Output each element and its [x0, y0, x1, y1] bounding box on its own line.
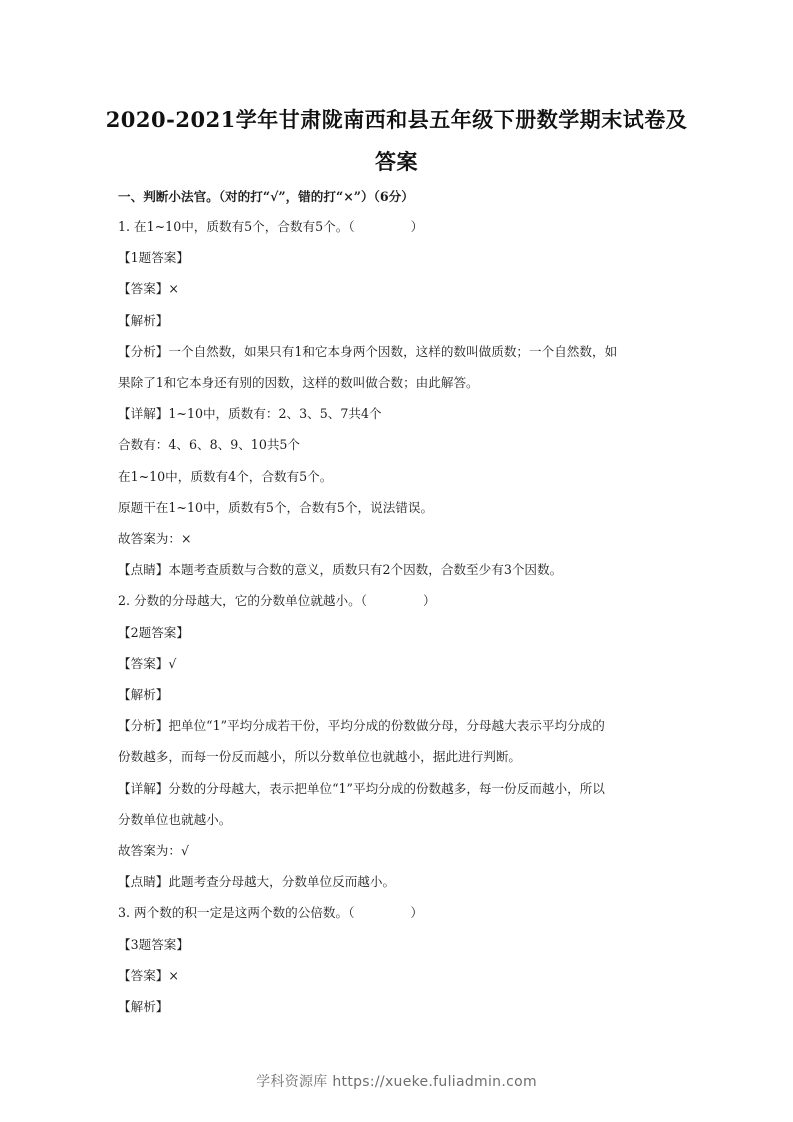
question-1-key-point: 【点睛】本题考查质数与合数的意义，质数只有2个因数，合数至少有3个因数。: [118, 562, 563, 577]
question-2-detail-line-1: 【详解】分数的分母越大，表示把单位“1”平均分成的份数越多，每一份反而越小，所以: [118, 781, 605, 796]
question-2-analysis-label: 【解析】: [118, 687, 169, 702]
document-title-line-2: 答案: [375, 149, 418, 174]
question-3: [118, 904, 698, 922]
question-2-key-point: 【点睛】此题考查分母越大，分数单位反而越小。: [118, 874, 396, 889]
question-1-heading: 【1题答案】: [118, 250, 189, 265]
question-1-text: 1. 在1~10中，质数有5个，合数有5个。（: [118, 219, 355, 234]
section-1-header: 一、判断小法官。（对的打“√”，错的打“×”）（6分）: [118, 189, 414, 204]
question-1-detail-line-1: 【详解】1~10中，质数有：2、3、5、7共4个: [118, 406, 382, 421]
document-title-line-1: 2020-2021学年甘肃陇南西和县五年级下册数学期末试卷及: [105, 107, 688, 132]
question-1-close-paren: ）: [410, 219, 424, 234]
question-2-fenxi-line-1: 【分析】把单位“1”平均分成若干份，平均分成的份数做分母，分母越大表示平均分成的: [118, 718, 605, 733]
question-3-close-paren: ）: [410, 905, 424, 920]
question-2-fenxi-line-2: 份数越多，而每一份反而越小，所以分数单位也就越小，据此进行判断。: [118, 749, 521, 764]
question-2: [118, 592, 698, 610]
question-2-answer: 【答案】√: [118, 656, 177, 671]
question-1-detail-line-4: 原题干在1~10中，质数有5个，合数有5个，说法错误。: [118, 500, 434, 515]
question-2-heading: 【2题答案】: [118, 625, 189, 640]
question-3-analysis-label: 【解析】: [118, 999, 169, 1014]
question-1-detail-line-3: 在1~10中，质数有4个，合数有5个。: [118, 469, 333, 484]
footer-watermark: 学科资源库 https://xueke.fuliadmin.com: [256, 1074, 537, 1090]
question-3-answer: 【答案】×: [118, 968, 179, 983]
question-1-analysis-label: 【解析】: [118, 313, 169, 328]
question-2-text: 2. 分数的分母越大，它的分数单位就越小。（: [118, 593, 368, 608]
question-1: [118, 218, 698, 236]
question-1-answer: 【答案】×: [118, 281, 179, 296]
question-2-final-answer: 故答案为：√: [118, 843, 189, 858]
question-2-detail-line-2: 分数单位也就越小。: [118, 812, 232, 827]
question-1-final-answer: 故答案为：×: [118, 531, 192, 546]
question-1-fenxi-line-2: 果除了1和它本身还有别的因数，这样的数叫做合数；由此解答。: [118, 375, 479, 390]
question-3-text: 3. 两个数的积一定是这两个数的公倍数。（: [118, 905, 355, 920]
question-1-fenxi-line-1: 【分析】一个自然数，如果只有1和它本身两个因数，这样的数叫做质数；一个自然数，如: [118, 344, 618, 359]
question-3-heading: 【3题答案】: [118, 937, 189, 952]
question-1-detail-line-2: 合数有：4、6、8、9、10共5个: [118, 437, 301, 452]
question-2-close-paren: ）: [423, 593, 436, 608]
